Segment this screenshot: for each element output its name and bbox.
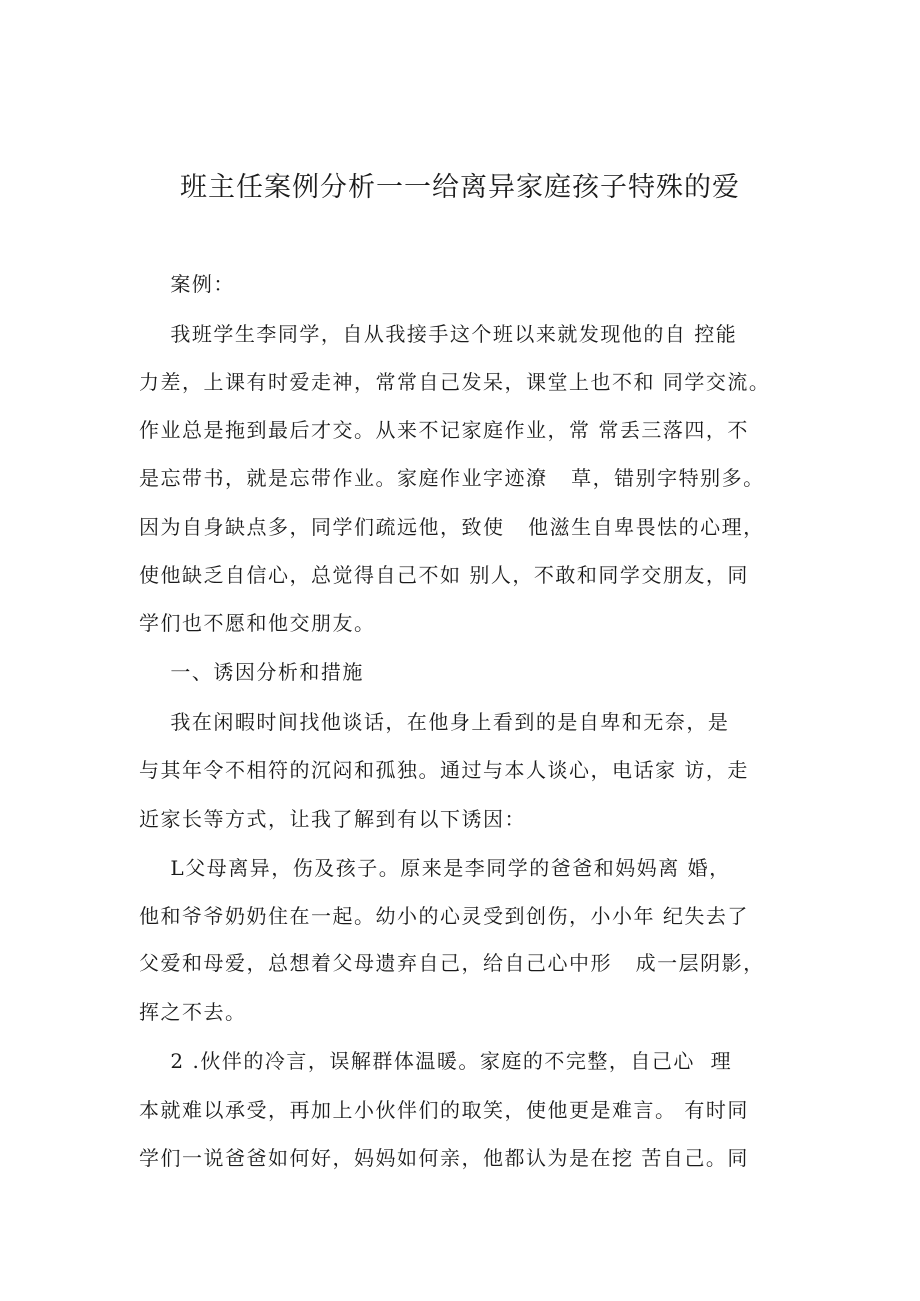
text-line: 我班学生李同学，自从我接手这个班以来就发现他的自 控能 [139,322,738,346]
text-line: 是忘带书，就是忘带作业。家庭作业字迹潦 草，错别字特别多。 [139,466,765,490]
text-line: 作业总是拖到最后才交。从来不记家庭作业，常 常丢三落四，不 [139,418,749,442]
text-line: 案例： [139,272,235,296]
section-heading: 一、诱因分析和措施 [139,660,364,684]
text-line: 我在闲暇时间找他谈话，在他身上看到的是自卑和无奈，是 [139,710,730,734]
text-line: 因为自身缺点多，同学们疏远他，致使 他滋生自卑畏怯的心理， [139,515,765,539]
text-line: 2 .伙伴的冷言，误解群体温暖。家庭的不完整，自己心 理 [139,1049,733,1073]
text-line: 本就难以承受，再加上小伙伴们的取笑，使他更是难言。 有时同 [139,1098,749,1122]
text-line: 近家长等方式，让我了解到有以下诱因： [139,807,526,831]
text-line: 挥之不去。 [139,1000,247,1024]
text-line: L父母离异，伤及孩子。原来是李同学的爸爸和妈妈离 婚， [139,856,731,880]
text-line: 使他缺乏自信心，总觉得自己不如 别人，不敢和同学交朋友，同 [139,563,749,587]
text-line: 学们一说爸爸如何好，妈妈如何亲，他都认为是在挖 苦自己。同 [139,1146,749,1170]
text-line: 他和爷爷奶奶住在一起。幼小的心灵受到创伤，小小年 纪失去了 [139,904,749,928]
text-line: 学们也不愿和他交朋友。 [139,611,376,635]
text-line: 与其年令不相符的沉闷和孤独。通过与本人谈心，电话家 访，走 [139,758,749,782]
text-line: 父爱和母爱，总想着父母遗弃自己，给自己心中形 成一层阴影， [139,951,765,975]
document-title: 班主任案例分析一一给离异家庭孩子特殊的爱 [180,172,740,203]
text-line: 力差，上课有时爱走神，常常自己发呆，课堂上也不和 同学交流。 [139,370,771,394]
